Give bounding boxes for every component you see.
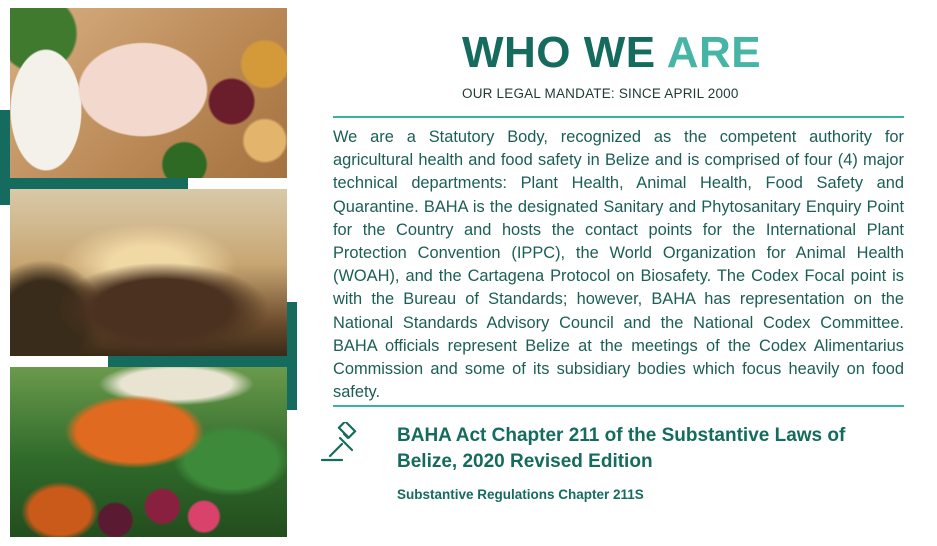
accent-bar-left [0,110,10,205]
page-subtitle: OUR LEGAL MANDATE: SINCE APRIL 2000 [462,86,739,101]
title-part-1: WHO WE [462,28,656,77]
accent-bar-right [287,302,297,410]
raw-chicken-ingredients-photo [10,8,287,178]
cattle-herd-photo [10,189,287,356]
accent-bar-top [10,178,188,189]
fresh-vegetables-photo [10,367,287,537]
gavel-icon [318,422,368,464]
page-title [462,28,762,78]
baha-act-title: BAHA Act Chapter 211 of the Substantive Laws of Belize, 2020 Revised Edition [397,425,846,472]
accent-bar-bottom [108,356,287,367]
substantive-regulations: Substantive Regulations Chapter 211S [397,487,644,502]
title-part-2: ARE [666,28,762,77]
mandate-paragraph: We are a Statutory Body, recognized as the competent authority for agricultural health and food safety in Belize and is comprised of four (4) major technical departments: Plant Health, Animal Health, Food Safety and Quarantine. BAHA is the designated Sanitary and Phytosanitary Enquiry Point for the Country and hosts the contact points for the International Plant Protection Convention (IPPC), the World Organization for Animal Health (WOAH), and the Cartagena Protocol on Biosafety. The Codex Focal point is with the Bureau of Standards; however, BAHA has representation on the National Standards Advisory Council and the National Codex Committee. BAHA officials represent Belize at the meetings of the Codex Alimentarius Commission and some of its subsidiary bodies which focus heavily on food safety. [333,128,904,402]
divider-bottom [333,405,904,407]
divider-top [333,116,904,118]
